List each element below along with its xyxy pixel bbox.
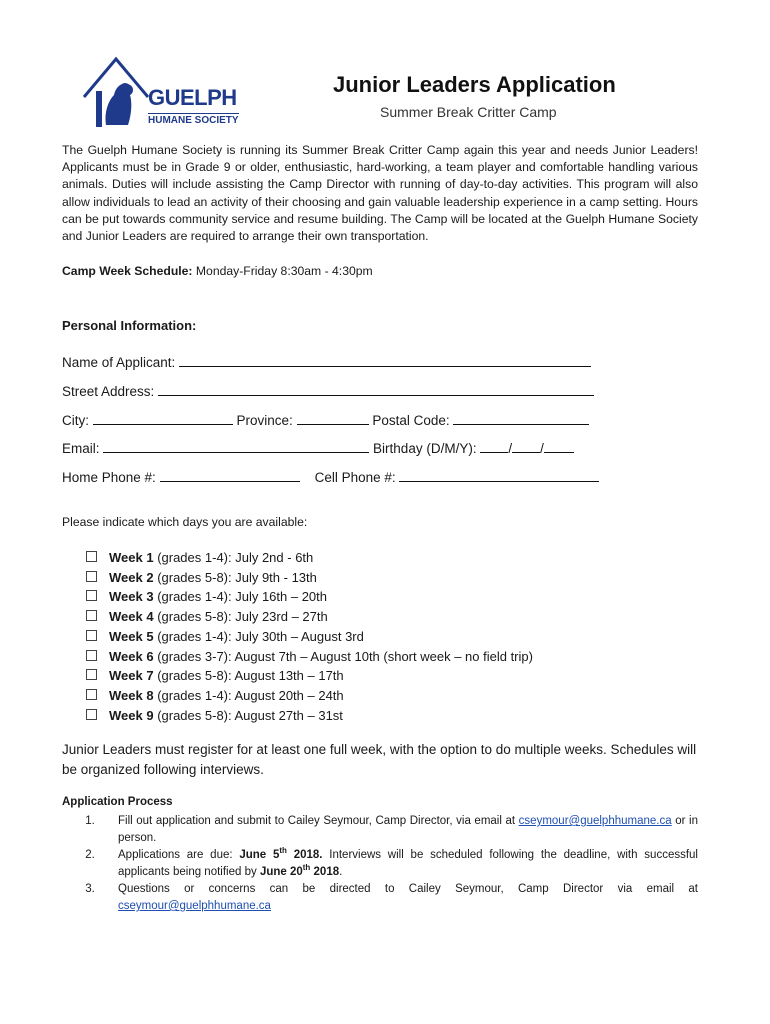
notify-date	[259, 863, 340, 878]
week-item	[86, 587, 533, 607]
schedule-value: Monday-Friday 8:30am - 4:30pm	[192, 264, 373, 278]
applicant-name-field[interactable]	[179, 354, 591, 367]
week-label: Week 7	[109, 668, 154, 684]
postal-code-label: Postal Code:	[372, 413, 450, 428]
week-checkbox[interactable]	[86, 650, 97, 661]
step-text	[118, 813, 698, 847]
birthday-slash-2: /	[540, 441, 544, 456]
week-label: Week 8	[109, 687, 154, 703]
availability-prompt: Please indicate which days you are available:	[62, 515, 308, 529]
application-steps	[62, 813, 698, 915]
due-date-suffix: th	[279, 846, 287, 856]
city-field[interactable]	[93, 412, 233, 425]
postal-code-field[interactable]	[453, 412, 589, 425]
page-title: Junior Leaders Application	[333, 72, 616, 97]
week-checkbox[interactable]	[86, 669, 97, 680]
due-date-day: June 5	[239, 849, 280, 861]
week-label: Week 6	[109, 648, 154, 664]
week-label: Week 5	[109, 628, 154, 644]
week-label: Week 9	[109, 707, 154, 723]
street-address-field[interactable]	[158, 383, 594, 396]
due-date-year: 2018.	[286, 849, 323, 861]
birthday-label: Birthday (D/M/Y):	[373, 441, 477, 456]
street-address-label: Street Address:	[62, 384, 155, 399]
director-email-link[interactable]: cseymour@guelphhumane.ca	[518, 815, 672, 827]
step-mid: Interviews will be scheduled following the deadline, with successful applicants being notified by	[118, 849, 698, 878]
week-checkbox[interactable]	[86, 709, 97, 720]
week-item	[86, 568, 533, 588]
week-detail: (grades 1-4): July 2nd - 6th	[153, 550, 314, 565]
week-label: Week 2	[109, 569, 154, 585]
notify-date-day: June 20	[259, 866, 303, 878]
step-item	[62, 813, 698, 847]
week-item	[86, 706, 533, 726]
home-phone-label: Home Phone #:	[62, 470, 156, 485]
week-item	[86, 686, 533, 706]
week-detail: (grades 1-4): July 16th – 20th	[153, 589, 328, 605]
email-label: Email:	[62, 441, 100, 456]
birthday-year-field[interactable]	[544, 440, 574, 453]
week-label: Week 4	[109, 609, 154, 625]
week-label: Week 3	[109, 589, 154, 605]
step-number: 3.	[85, 883, 95, 895]
home-phone-field[interactable]	[160, 469, 300, 482]
registration-requirement: Junior Leaders must register for at least one full week, with the option to do multiple weeks. Schedules will be organized following interviews.	[62, 742, 697, 777]
logo-line-humane-society: HUMANE SOCIETY	[148, 115, 239, 126]
logo-line-guelph: GUELPH	[148, 85, 237, 110]
step-pre: Applications are due:	[118, 849, 240, 861]
step-text	[118, 847, 698, 881]
page-subtitle: Summer Break Critter Camp	[380, 104, 557, 120]
guelph-humane-society-logo	[82, 55, 242, 131]
step-after: or in person.	[118, 815, 698, 844]
applicant-name-label: Name of Applicant:	[62, 355, 176, 370]
application-process-heading: Application Process	[62, 796, 173, 808]
week-checkbox[interactable]	[86, 551, 97, 562]
week-detail: (grades 3-7): August 7th – August 10th (short week – no field trip)	[153, 648, 533, 664]
step-number: 1.	[85, 815, 95, 827]
week-detail: (grades 5-8): July 23rd – 27th	[153, 609, 328, 625]
email-field[interactable]	[103, 440, 369, 453]
schedule-label: Camp Week Schedule:	[62, 264, 193, 278]
intro-paragraph: The Guelph Humane Society is running its Summer Break Critter Camp again this year and needs Junior Leaders! Applicants must be in Grade 9 or older, enthusiastic, hard-working, a team player and comfortable handling various animals. Duties will include assisting the Camp Director with running of day-to-day activities. This program will also allow individuals to lead an activity of their choosing and gain valuable leadership experience in a camp setting. Hours can be put towards community service and resume building. The Camp will be located at the Guelph Humane Society and Junior Leaders are required to arrange their own transportation.	[62, 143, 698, 244]
week-checkbox[interactable]	[86, 610, 97, 621]
step-item	[62, 881, 698, 915]
week-item	[86, 607, 533, 627]
week-detail: (grades 1-4): July 30th – August 3rd	[153, 628, 364, 644]
camp-schedule	[62, 264, 373, 278]
week-item	[86, 548, 533, 568]
cell-phone-label: Cell Phone #:	[314, 470, 396, 485]
step-item	[62, 847, 698, 881]
birthday-day-field[interactable]	[480, 440, 508, 453]
step-text	[118, 881, 698, 915]
province-label: Province:	[236, 413, 293, 428]
cell-phone-field[interactable]	[399, 469, 599, 482]
phone-row	[62, 469, 599, 485]
province-field[interactable]	[297, 412, 369, 425]
week-detail: (grades 1-4): August 20th – 24th	[153, 687, 344, 703]
personal-info-heading: Personal Information:	[62, 318, 197, 333]
week-detail: (grades 5-8): August 27th – 31st	[153, 707, 343, 723]
notify-date-year: 2018	[310, 866, 340, 878]
week-checkbox[interactable]	[86, 689, 97, 700]
step-body: Questions or concerns can be directed to Cailey Seymour, Camp Director via email at	[118, 883, 698, 895]
birthday-month-field[interactable]	[512, 440, 540, 453]
week-checkbox[interactable]	[86, 590, 97, 601]
due-date	[239, 846, 323, 861]
step-body: Fill out application and submit to Cailey Seymour, Camp Director, via email at	[118, 815, 519, 827]
week-detail: (grades 5-8): August 13th – 17th	[153, 668, 344, 684]
week-item	[86, 647, 533, 667]
street-address-row	[62, 383, 594, 399]
city-province-postal-row	[62, 412, 589, 428]
birthday-slash-1: /	[508, 441, 513, 456]
week-label: Week 1	[109, 550, 154, 565]
city-label: City:	[62, 413, 89, 428]
email-birthday-row	[62, 440, 574, 456]
week-checkbox[interactable]	[86, 630, 97, 641]
week-item	[86, 666, 533, 686]
week-detail: (grades 5-8): July 9th - 13th	[153, 569, 317, 585]
director-email-link[interactable]: cseymour@guelphhumane.ca	[118, 900, 271, 912]
notify-date-suffix: th	[302, 863, 311, 873]
step-number: 2.	[85, 849, 95, 861]
applicant-name-row	[62, 354, 591, 370]
week-checkbox[interactable]	[86, 571, 97, 582]
week-item	[86, 627, 533, 647]
step-end: .	[339, 866, 343, 878]
week-list	[86, 548, 533, 725]
